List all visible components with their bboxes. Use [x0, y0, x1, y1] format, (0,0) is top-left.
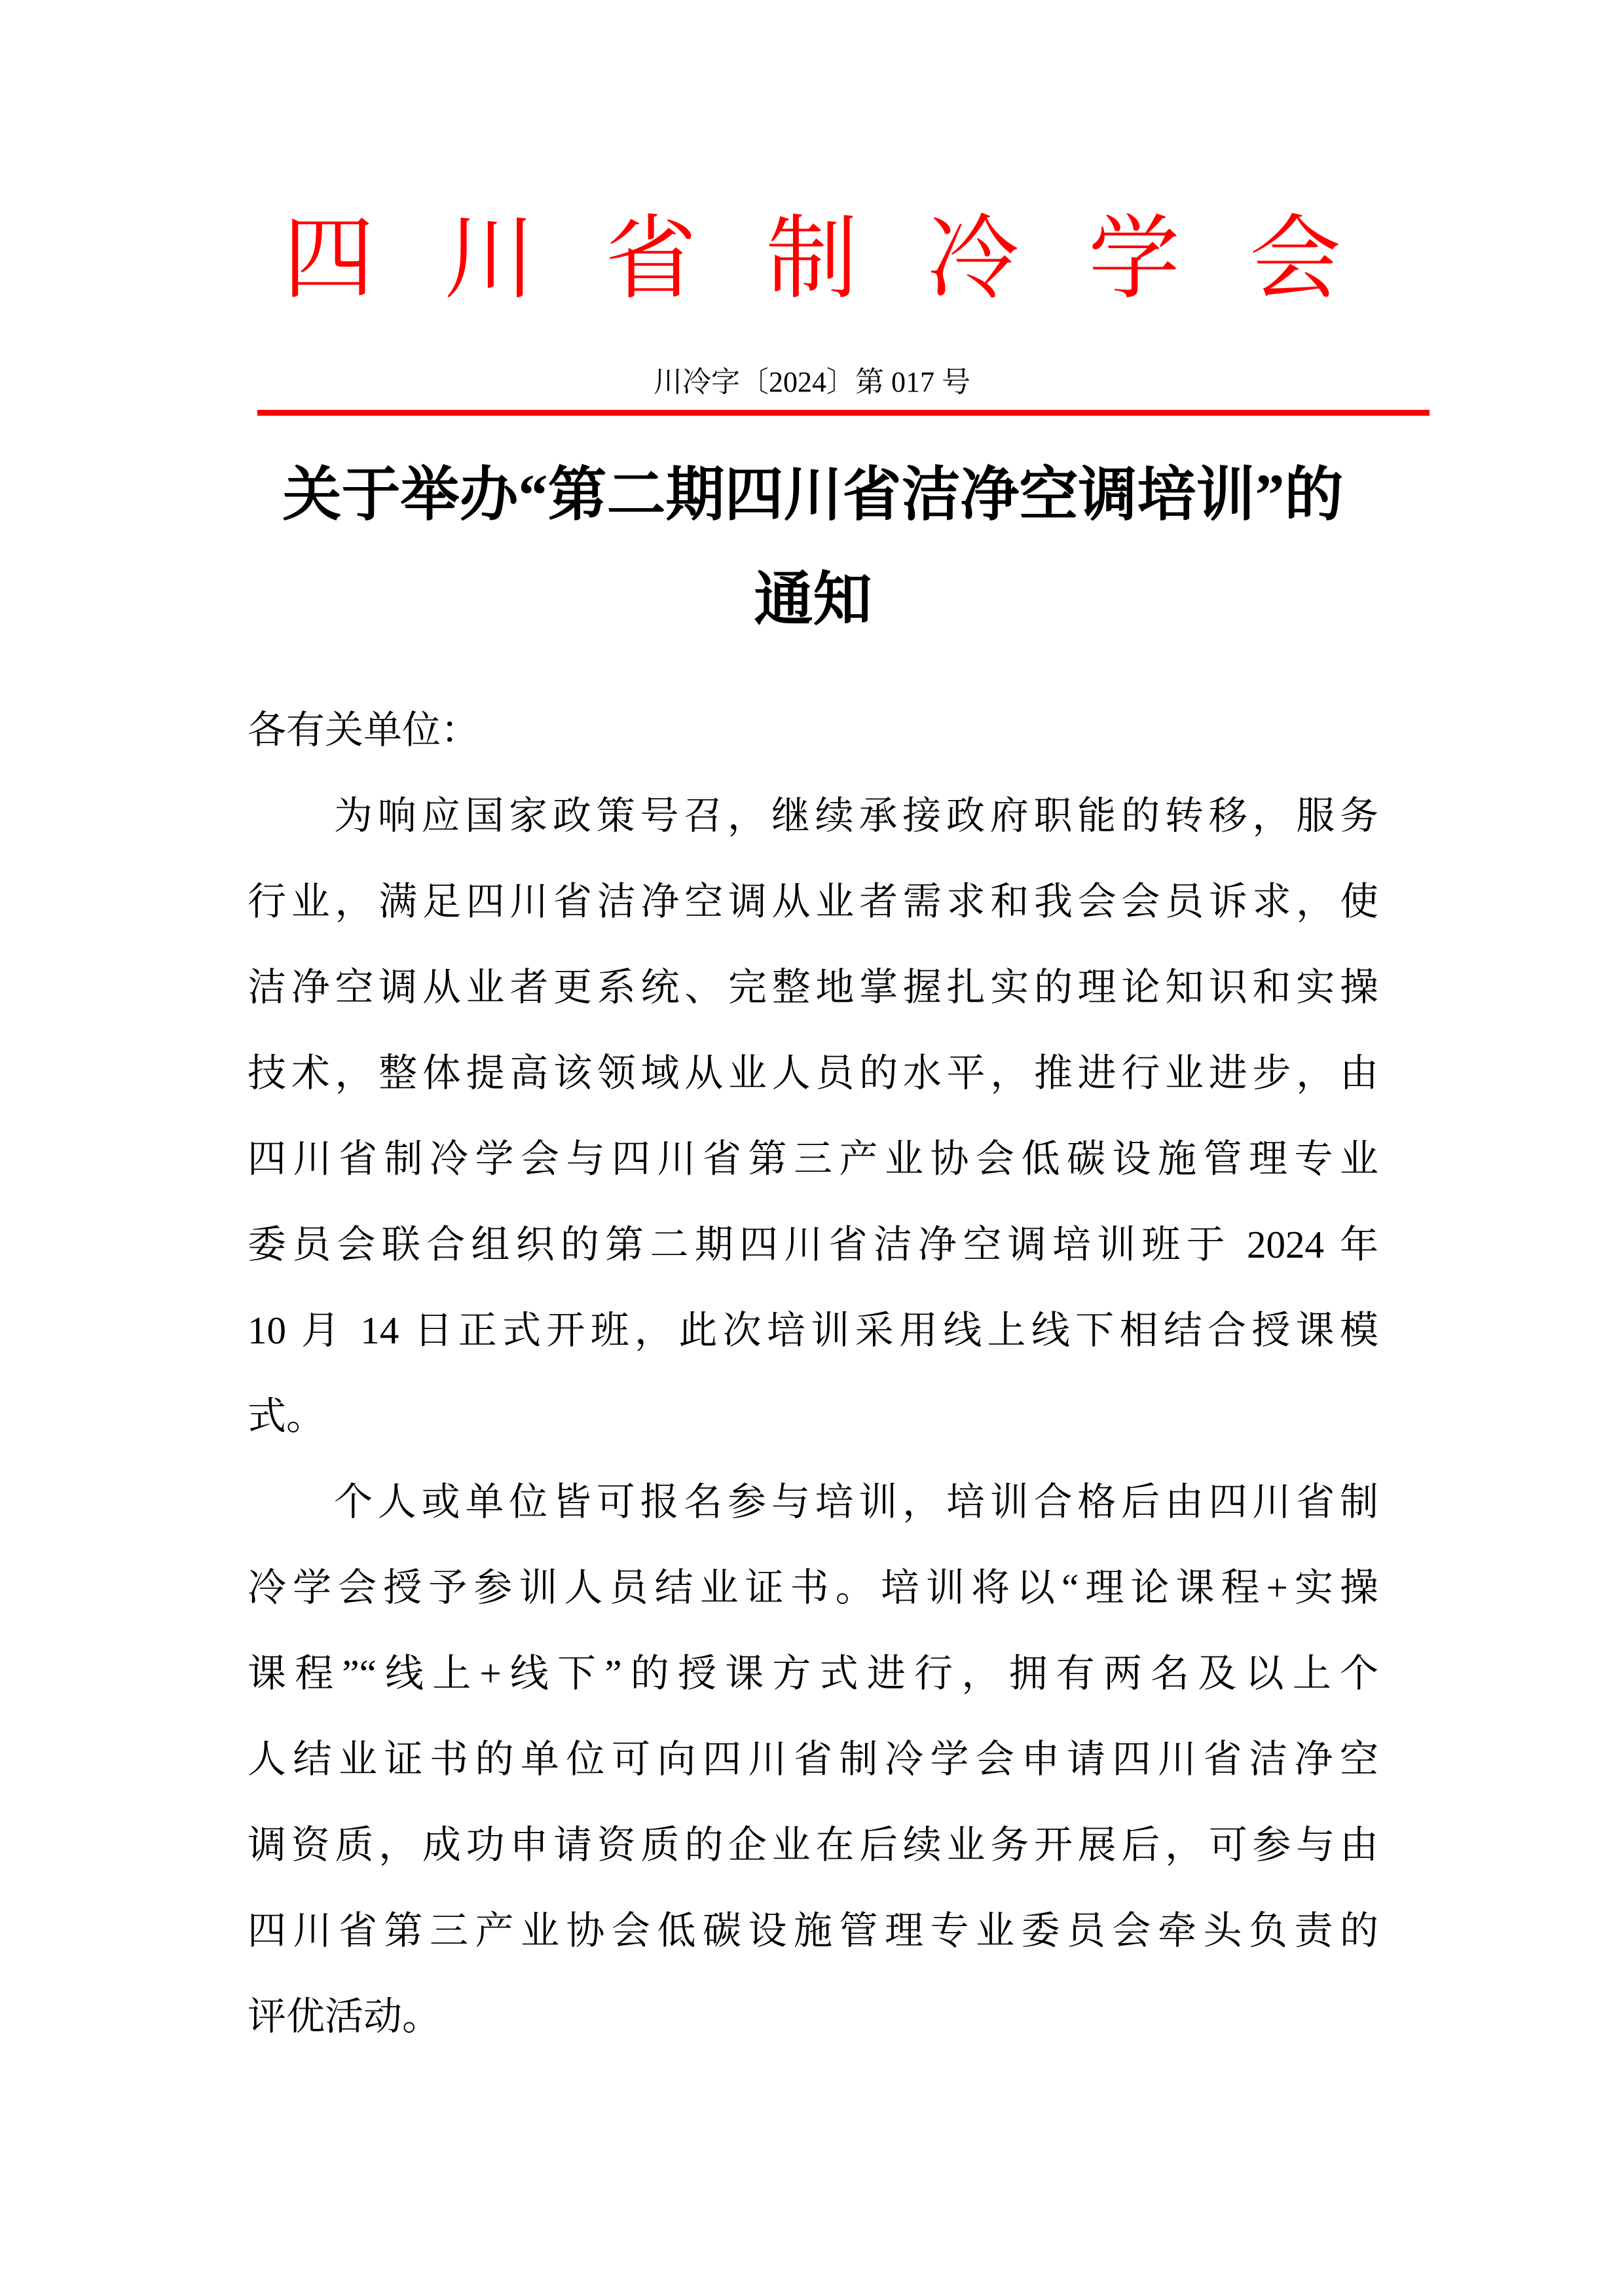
body-line: 四川省第三产业协会低碳设施管理专业委员会牵头负责的	[248, 1909, 1378, 1952]
body-line: 评优活动。	[248, 1995, 441, 2038]
body-line: 个人或单位皆可报名参与培训，培训合格后由四川省制	[334, 1480, 1378, 1523]
body-line: 洁净空调从业者更系统、完整地掌握扎实的理论知识和实操	[248, 966, 1378, 1009]
document-title-line-1: 关于举办“第二期四川省洁净空调培训”的	[282, 463, 1344, 528]
body-line: 人结业证书的单位可向四川省制冷学会申请四川省洁净空	[248, 1738, 1378, 1781]
body-line: 式。	[248, 1394, 325, 1438]
body-line: 10 月 14 日正式开班，此次培训采用线上线下相结合授课模	[248, 1309, 1378, 1352]
body-line: 调资质，成功申请资质的企业在后续业务开展后，可参与由	[248, 1823, 1378, 1867]
org-name-header: 四川省制冷学会	[282, 209, 1411, 310]
body-line: 行业，满足四川省洁净空调从业者需求和我会会员诉求，使	[248, 880, 1378, 923]
body-line: 技术，整体提高该领域从业人员的水平，推进行业进步，由	[248, 1051, 1378, 1095]
body-line: 委员会联合组织的第二期四川省洁净空调培训班于 2024 年	[248, 1223, 1378, 1266]
document-title	[248, 443, 1378, 653]
red-divider-line	[257, 410, 1430, 416]
document-title-line-2: 通知	[754, 568, 872, 632]
salutation: 各有关单位：	[248, 708, 480, 752]
body-line: 四川省制冷学会与四川省第三产业协会低碳设施管理专业	[248, 1137, 1378, 1180]
document-number: 川冷字〔2024〕第 017 号	[654, 366, 970, 398]
body-line: 冷学会授予参训人员结业证书。培训将以“理论课程+实操	[248, 1566, 1378, 1609]
body-line: 课程”“线上+线下”的授课方式进行，拥有两名及以上个	[248, 1652, 1378, 1695]
body-line: 为响应国家政策号召，继续承接政府职能的转移，服务	[334, 794, 1378, 837]
document-body	[248, 687, 1378, 2060]
